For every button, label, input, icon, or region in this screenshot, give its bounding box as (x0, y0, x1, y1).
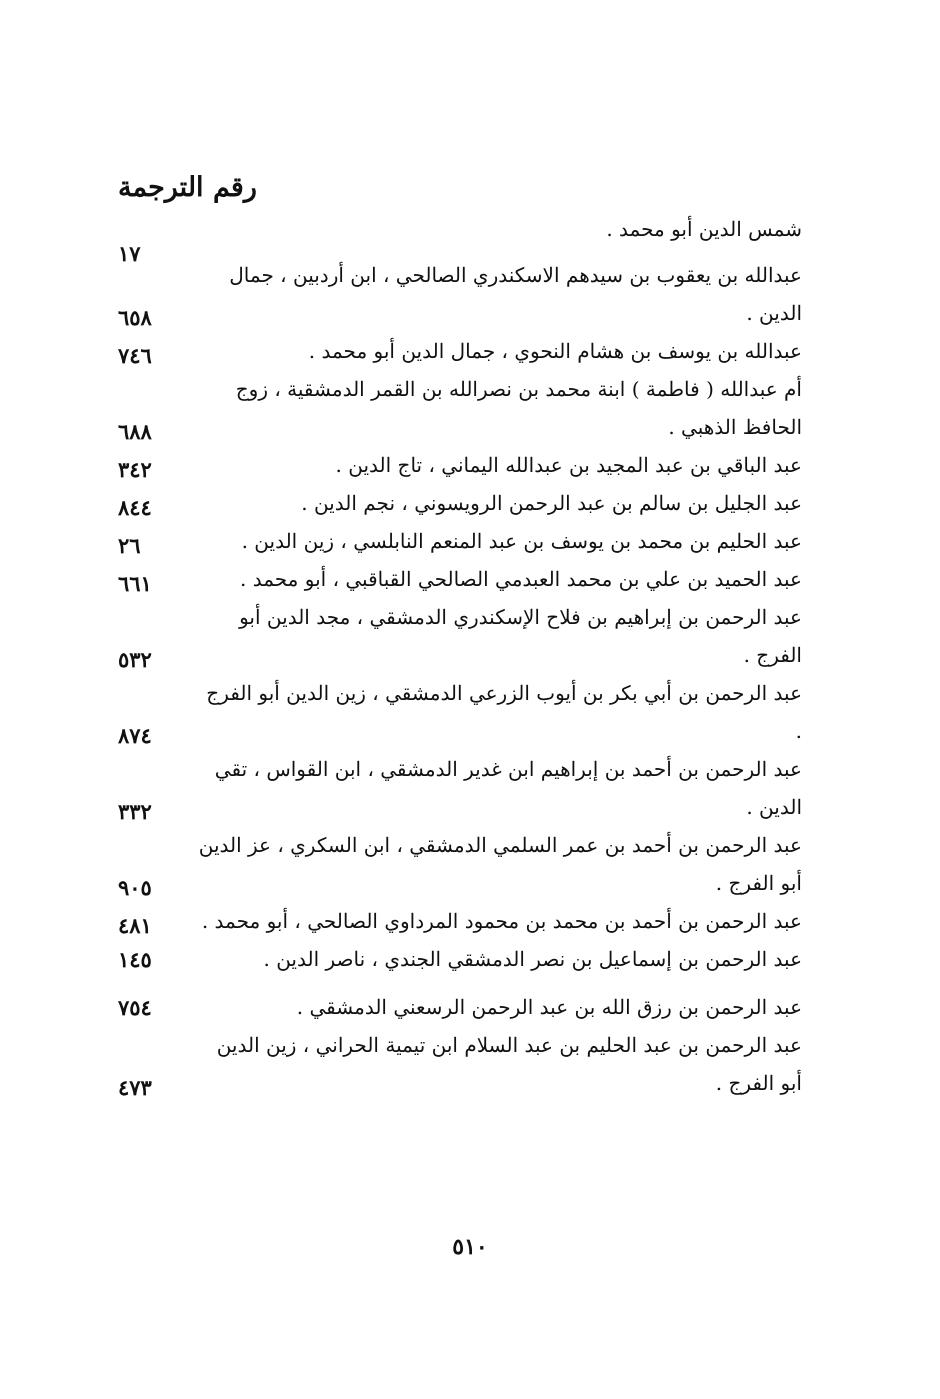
entry-number: ١٧ (118, 241, 141, 266)
entry-number: ٤٧٣ (118, 1075, 152, 1100)
entry-number: ٣٤٢ (118, 457, 152, 482)
entry-number: ٨٤٤ (118, 495, 152, 520)
entry-number: ٥٣٢ (118, 647, 152, 672)
entry-number: ٦٥٨ (118, 305, 152, 330)
entry-number: ٤٨١ (118, 913, 152, 938)
entry-text: عبد الرحمن بن إبراهيم بن فلاح الإسكندري الدمشقي ، مجد الدين أبو الفرج . (239, 605, 802, 667)
entry-text: عبد الرحمن بن إسماعيل بن نصر الدمشقي الجندي ، ناصر الدين . (263, 947, 802, 971)
page-number: ٥١٠ (452, 1234, 488, 1260)
entry-text: عبد الرحمن بن أحمد بن محمد بن محمود المرداوي الصالحي ، أبو محمد . (201, 909, 802, 933)
entry-number: ٦٦١ (118, 571, 152, 596)
index-entry (110, 940, 810, 978)
index-entry (110, 674, 810, 750)
index-entry (110, 256, 810, 332)
entry-text: أم عبدالله ( فاطمة ) ابنة محمد بن نصرالله بن القمر الدمشقية ، زوج الحافظ الذهبي . (235, 377, 802, 439)
index-entry (110, 484, 810, 522)
index-entries (110, 210, 810, 1102)
index-entry (110, 446, 810, 484)
index-entry (110, 522, 810, 560)
entry-text: شمس الدين أبو محمد . (606, 217, 802, 241)
index-entry (110, 560, 810, 598)
entry-number: ٧٥٤ (118, 995, 152, 1020)
entry-text: عبد الرحمن بن أحمد بن إبراهيم ابن غدير الدمشقي ، ابن القواس ، تقي الدين . (214, 757, 802, 819)
entry-text: عبد الرحمن بن رزق الله بن عبد الرحمن الرسعني الدمشقي . (296, 995, 802, 1019)
entry-number: ٧٤٦ (118, 343, 152, 368)
index-entry (110, 1026, 810, 1102)
entry-number: ٩٠٥ (118, 875, 152, 900)
entry-number: ٨٧٤ (118, 723, 152, 748)
index-entry (110, 370, 810, 446)
column-header: رقم الترجمة (118, 172, 257, 203)
index-entry (110, 988, 810, 1026)
entry-text: عبد الحميد بن علي بن محمد العبدمي الصالحي القباقبي ، أبو محمد . (240, 567, 802, 591)
entry-text: عبد الحليم بن محمد بن يوسف بن عبد المنعم النابلسي ، زين الدين . (241, 529, 802, 553)
entry-text: عبد الرحمن بن أحمد بن عمر السلمي الدمشقي ، ابن السكري ، عز الدين أبو الفرج . (198, 833, 802, 895)
entry-text: عبد الجليل بن سالم بن عبد الرحمن الرويسوني ، نجم الدين . (301, 491, 802, 515)
entry-text: عبدالله بن يعقوب بن سيدهم الاسكندري الصالحي ، ابن أردبين ، جمال الدين . (229, 263, 802, 325)
index-entry (110, 750, 810, 826)
index-entry (110, 332, 810, 370)
index-entry (110, 902, 810, 940)
index-entry (110, 826, 810, 902)
entry-text: عبد الرحمن بن عبد الحليم بن عبد السلام ابن تيمية الحراني ، زين الدين أبو الفرج . (216, 1033, 802, 1095)
entry-number: ٣٣٢ (118, 799, 152, 824)
entry-text: عبد الباقي بن عبد المجيد بن عبدالله اليماني ، تاج الدين . (335, 453, 802, 477)
entry-number: ٢٦ (118, 533, 141, 558)
entry-text: عبد الرحمن بن أبي بكر بن أيوب الزرعي الدمشقي ، زين الدين أبو الفرج . (206, 681, 802, 743)
entry-number: ٦٨٨ (118, 419, 152, 444)
entry-text: عبدالله بن يوسف بن هشام النحوي ، جمال الدين أبو محمد . (308, 339, 802, 363)
entry-number: ١٤٥ (118, 947, 152, 972)
index-entry (110, 210, 810, 266)
index-entry (110, 598, 810, 674)
